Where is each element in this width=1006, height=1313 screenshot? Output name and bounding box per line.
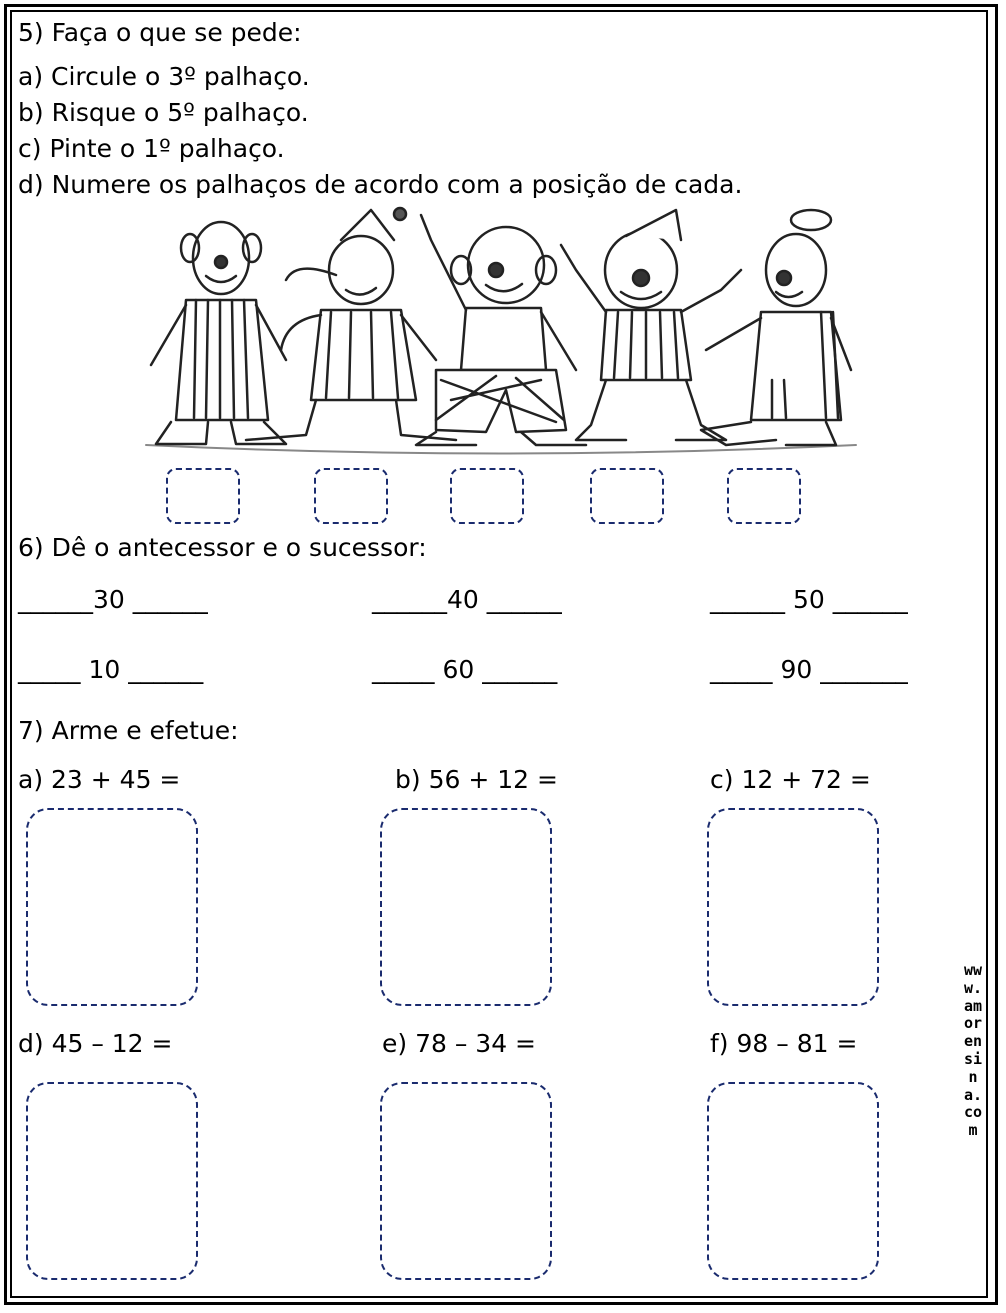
number-box-clown-5[interactable] xyxy=(727,468,801,524)
clowns-illustration xyxy=(136,200,866,455)
clown-5 xyxy=(701,210,851,445)
q7-op-e: e) 78 – 34 = xyxy=(382,1029,536,1058)
q5-item-c: c) Pinte o 1º palhaço. xyxy=(18,134,285,163)
q6-blank-row2-col2: _____ 60 ______ xyxy=(372,655,558,684)
q6-blank-row2-col1: _____ 10 ______ xyxy=(18,655,204,684)
answer-box-f[interactable] xyxy=(707,1082,879,1280)
q7-op-f: f) 98 – 81 = xyxy=(710,1029,858,1058)
q7-title: 7) Arme e efetue: xyxy=(18,716,239,745)
q5-item-a: a) Circule o 3º palhaço. xyxy=(18,62,310,91)
q6-blank-row1-col3: ______ 50 ______ xyxy=(710,585,908,614)
site-watermark: www.amorensina.com xyxy=(963,961,983,1140)
q7-op-c: c) 12 + 72 = xyxy=(710,765,871,794)
clown-2 xyxy=(246,208,456,440)
answer-box-d[interactable] xyxy=(26,1082,198,1280)
q5-title: 5) Faça o que se pede: xyxy=(18,18,302,47)
clown-1 xyxy=(151,222,286,444)
q7-op-a: a) 23 + 45 = xyxy=(18,765,181,794)
q6-blank-row1-col1: ______30 ______ xyxy=(18,585,208,614)
q5-item-d: d) Numere os palhaços de acordo com a posição de cada. xyxy=(18,170,743,199)
number-box-clown-3[interactable] xyxy=(450,468,524,524)
q6-title: 6) Dê o antecessor e o sucessor: xyxy=(18,533,427,562)
q6-blank-row2-col3: _____ 90 _______ xyxy=(710,655,908,684)
clown-4 xyxy=(561,210,741,440)
q5-item-b: b) Risque o 5º palhaço. xyxy=(18,98,309,127)
number-box-clown-4[interactable] xyxy=(590,468,664,524)
q6-blank-row1-col2: ______40 ______ xyxy=(372,585,562,614)
number-box-clown-2[interactable] xyxy=(314,468,388,524)
q7-op-b: b) 56 + 12 = xyxy=(395,765,558,794)
answer-box-c[interactable] xyxy=(707,808,879,1006)
answer-box-b[interactable] xyxy=(380,808,552,1006)
answer-box-a[interactable] xyxy=(26,808,198,1006)
q7-op-d: d) 45 – 12 = xyxy=(18,1029,173,1058)
number-box-clown-1[interactable] xyxy=(166,468,240,524)
answer-box-e[interactable] xyxy=(380,1082,552,1280)
clown-3 xyxy=(416,215,586,445)
